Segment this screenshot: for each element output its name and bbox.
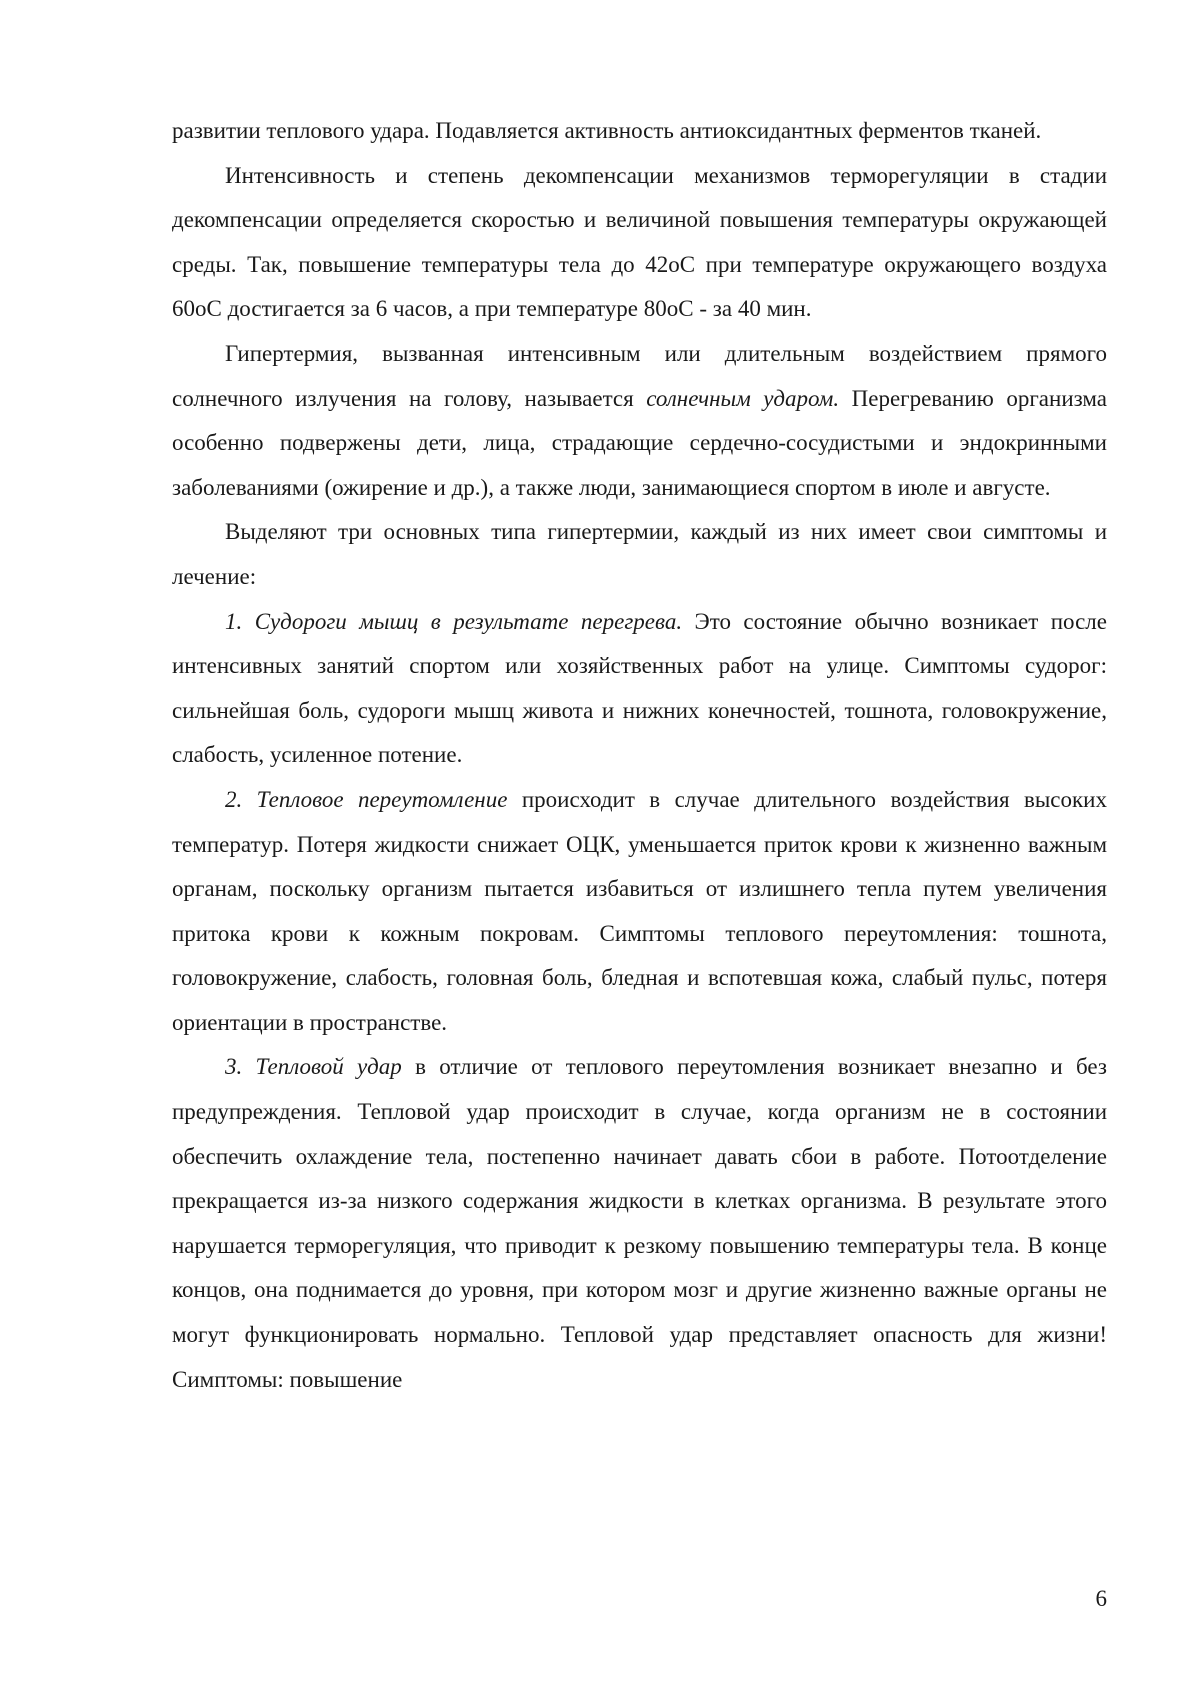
text-run: Выделяют три основных типа гипертермии, каждый из них имеет свои симптомы и лечение: <box>172 519 1107 589</box>
emphasis-term: солнечным ударом. <box>646 385 840 411</box>
text-run: Перегреванию организма особенно подвержены дети, лица, страдающие сердечно-сосудистыми и эндокринными заболеваниями (ожирение и др.), а также люди, занимающиеся спортом в июле и августе. <box>172 385 1107 500</box>
paragraph-type-1 <box>172 600 1107 778</box>
emphasis-term: 3. Тепловой удар <box>225 1054 402 1080</box>
emphasis-term: 2. Тепловое переутомление <box>225 786 508 812</box>
paragraph-types-intro <box>172 510 1107 599</box>
text-run: Гипертермия, вызванная интенсивным или длительным воздействием прямого солнечного излучения на голову, называется <box>172 340 1107 411</box>
paragraph-continuation <box>172 109 1107 154</box>
text-run: в отличие от теплового переутомления возникает внезапно и без предупреждения. Тепловой удар происходит в случае, когда организм не в состоянии обеспечить охлаждение тела, постепенно начинает давать сбои в работе. Потоотделение прекращается из-за низкого содержания жидкости в клетках организма. В результате этого нарушается терморегуляция, что приводит к резкому повышению температуры тела. В конце концов, она поднимается до уровня, при котором мозг и другие жизненно важные органы не могут функционировать нормально. Тепловой удар представляет опасность для жизни! Симптомы: повышение <box>172 1054 1107 1392</box>
paragraph-sunstroke <box>172 332 1107 510</box>
text-run: Интенсивность и степень декомпенсации механизмов терморегуляции в стадии декомпенсации определяется скоростью и величиной повышения температуры окружающей среды. Так, повышение температуры тела до 42оС при температуре окружающего воздуха 60оС достигается за 6 часов, а при температуре 80оС - за 40 мин. <box>172 162 1107 322</box>
paragraph-type-2 <box>172 778 1107 1046</box>
text-run: развитии теплового удара. Подавляется активность антиоксидантных ферментов тканей. <box>172 118 1042 143</box>
text-run: Это состояние обычно возникает после интенсивных занятий спортом или хозяйственных работ на улице. Симптомы судорог: сильнейшая боль, судороги мышц живота и нижних конечностей, тошнота, головокружение, слабость, усиленное потение. <box>172 608 1107 768</box>
text-run: происходит в случае длительного воздействия высоких температур. Потеря жидкости снижает ОЦК, уменьшается приток крови к жизненно важным органам, поскольку организм пытается избавиться от излишнего тепла путем увеличения притока крови к кожным покровам. Симптомы теплового переутомления: тошнота, головокружение, слабость, головная боль, бледная и вспотевшая кожа, слабый пульс, потеря ориентации в пространстве. <box>172 786 1107 1035</box>
paragraph-decompensation <box>172 154 1107 332</box>
body-text <box>172 109 1107 1402</box>
page-number: 6 <box>1095 1586 1107 1611</box>
paragraph-type-3 <box>172 1045 1107 1402</box>
emphasis-term: 1. Судороги мышц в результате перегрева. <box>225 608 683 634</box>
